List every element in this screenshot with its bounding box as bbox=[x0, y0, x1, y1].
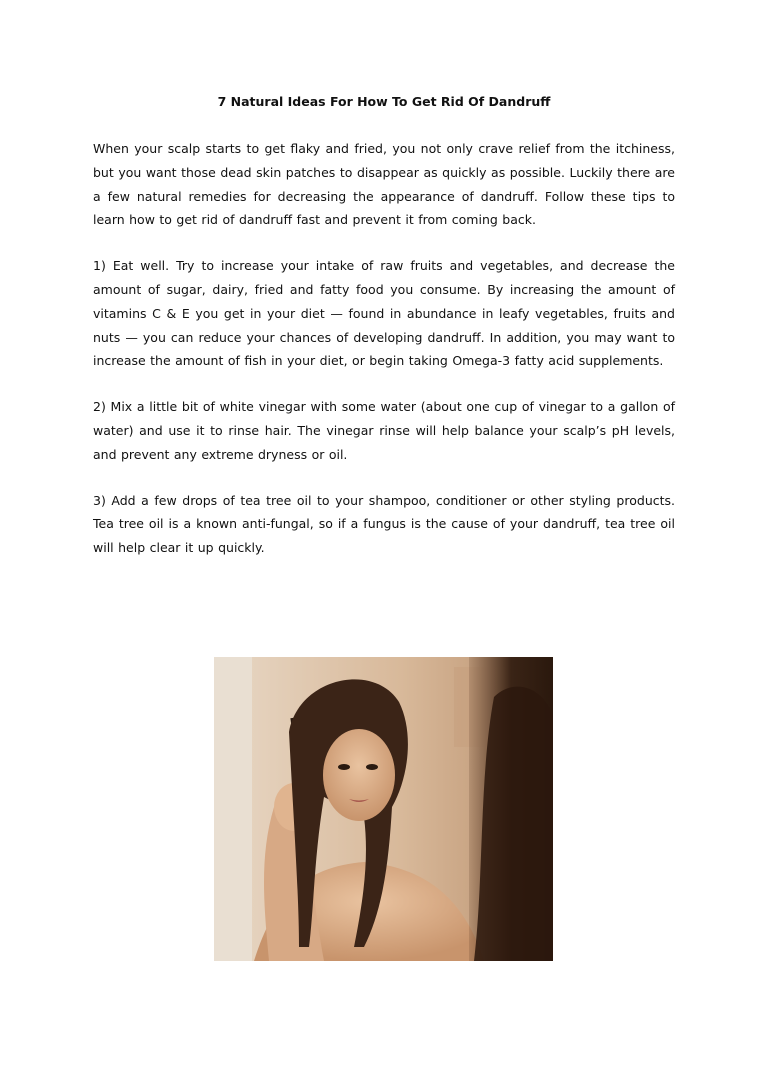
tip-3-paragraph: 3) Add a few drops of tea tree oil to your shampoo, conditioner or other styling products. Tea tree oil is a known anti-fungal, so if a fungus is the cause of your dandruff, tea tree oil will help clear it up quickly. bbox=[93, 492, 675, 556]
document-title: 7 Natural Ideas For How To Get Rid Of Dandruff bbox=[217, 94, 551, 109]
hair-care-photo bbox=[214, 657, 553, 961]
tip-2-paragraph: 2) Mix a little bit of white vinegar with some water (about one cup of vinegar to a gallon of water) and use it to rinse hair. The vinegar rinse will help balance your scalp’s pH levels, and prevent any extreme dryness or oil. bbox=[93, 399, 675, 462]
document-body bbox=[93, 137, 675, 582]
tip-1-paragraph: 1) Eat well. Try to increase your intake of raw fruits and vegetables, and decrease the amount of sugar, dairy, fried and fatty food you consume. By increasing the amount of vitamins C & E you get in your diet — found in abundance in leafy vegetables, fruits and nuts — you can reduce your chances of developing dandruff. In addition, you may want to increase the amount of fish in your diet, or begin taking Omega-3 fatty acid supplements. bbox=[93, 258, 675, 369]
woman-combing-hair-illustration bbox=[214, 657, 553, 961]
intro-paragraph: When your scalp starts to get flaky and fried, you not only crave relief from the itchiness, but you want those dead skin patches to disappear as quickly as possible. Luckily there are a few natural remedies for decreasing the appearance of dandruff. Follow these tips to learn how to get rid of dandruff fast and prevent it from coming back. bbox=[93, 141, 675, 228]
